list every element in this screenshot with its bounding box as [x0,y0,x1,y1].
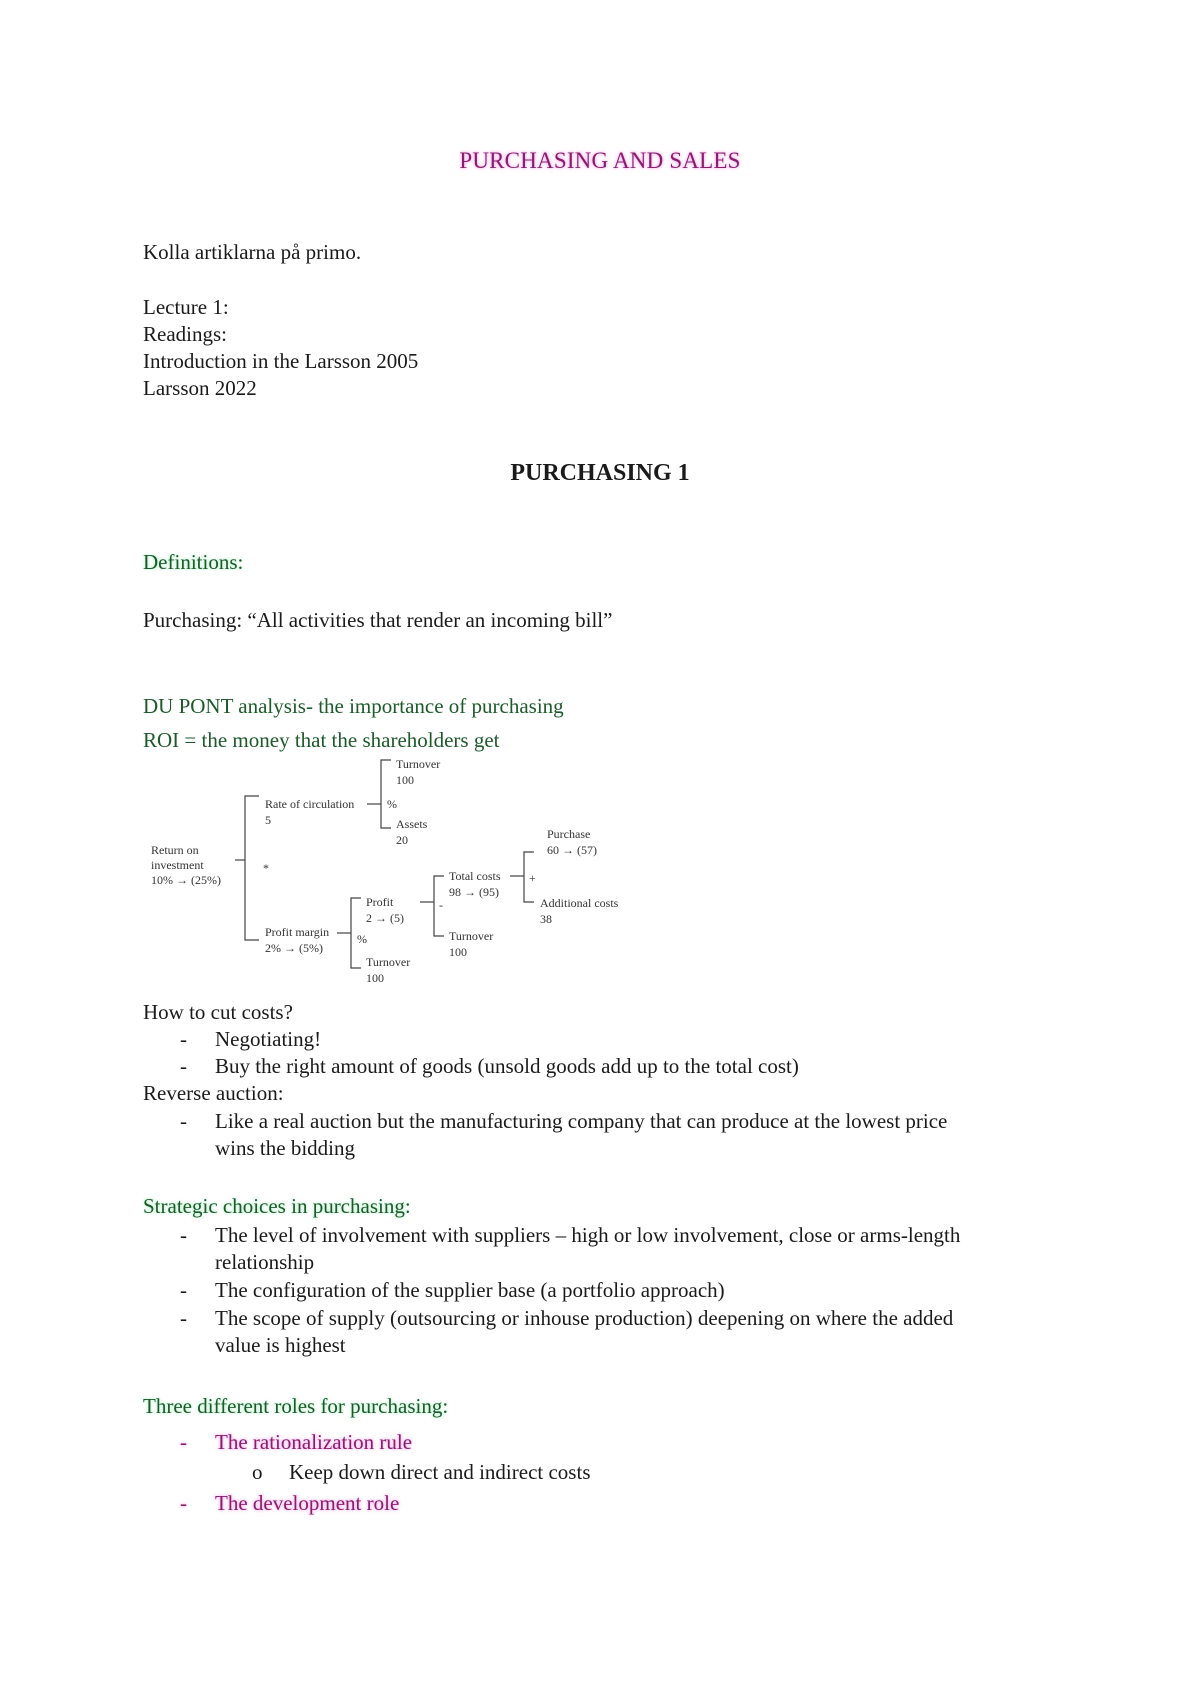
list-bullet: - [180,1027,187,1051]
list-bullet: - [180,1491,187,1515]
profit-value: 2 → (5) [366,911,404,925]
roi-label-2: investment [151,858,204,872]
list-bullet: - [180,1223,187,1247]
sub-bullet: o [252,1460,263,1484]
rate-label: Rate of circulation [265,797,355,811]
reading-item-2: Larsson 2022 [143,376,257,400]
turnover-1-label: Turnover [396,757,441,771]
section-heading: PURCHASING 1 [510,460,690,486]
roi-value: 10% → (25%) [151,873,221,887]
roles-heading: Three different roles for purchasing: [143,1394,449,1418]
margin-label: Profit margin [265,925,330,939]
list-bullet: - [180,1109,187,1133]
profit-label: Profit [366,895,394,909]
cut-costs-heading: How to cut costs? [143,1000,293,1024]
additional-costs-label: Additional costs [540,896,619,910]
sub-list-item: Keep down direct and indirect costs [289,1460,591,1484]
additional-costs-value: 38 [540,912,552,926]
list-item-continuation: value is highest [215,1333,346,1357]
assets-value: 20 [396,833,408,847]
list-item: Buy the right amount of goods (unsold goods add up to the total cost) [215,1054,799,1078]
list-bullet: - [180,1278,187,1302]
strategic-heading: Strategic choices in purchasing: [143,1194,411,1218]
turnover-3-label: Turnover [449,929,494,943]
rate-value: 5 [265,813,271,827]
list-item: The configuration of the supplier base (a portfolio approach) [215,1278,725,1302]
percent-sign-2: % [357,932,367,946]
total-costs-value: 98 → (95) [449,885,499,899]
document-title: PURCHASING AND SALES [459,148,741,173]
list-item: The level of involvement with suppliers – high or low involvement, close or arms-length [215,1223,961,1247]
purchase-label: Purchase [547,827,591,841]
turnover-3-value: 100 [449,945,467,959]
roi-label-1: Return on [151,843,199,857]
list-item-continuation: relationship [215,1250,315,1274]
total-costs-label: Total costs [449,869,501,883]
list-item: Like a real auction but the manufacturing company that can produce at the lowest price [215,1109,948,1133]
list-bullet: - [180,1306,187,1330]
role-item: The development role [215,1491,400,1515]
purchasing-definition: Purchasing: “All activities that render an incoming bill” [143,608,613,632]
turnover-2-label: Turnover [366,955,411,969]
purchase-value: 60 → (57) [547,843,597,857]
definitions-heading: Definitions: [143,550,244,574]
roi-definition: ROI = the money that the shareholders get [143,728,500,752]
dupont-diagram [145,748,685,998]
margin-value: 2% → (5%) [265,941,323,955]
assets-label: Assets [396,817,428,831]
multiply-sign: * [263,861,269,875]
list-bullet: - [180,1054,187,1078]
lecture-label: Lecture 1: [143,295,229,319]
plus-sign: + [529,871,536,885]
reverse-auction-heading: Reverse auction: [143,1081,284,1105]
list-item: The scope of supply (outsourcing or inhouse production) deepening on where the added [215,1306,954,1330]
list-item-continuation: wins the bidding [215,1136,355,1160]
intro-line: Kolla artiklarna på primo. [143,240,362,264]
readings-label: Readings: [143,322,227,346]
list-item: Negotiating! [215,1027,322,1051]
role-item: The rationalization rule [215,1430,413,1454]
main-bracket [245,796,259,940]
rate-bracket [381,760,391,828]
dupont-heading: DU PONT analysis- the importance of purchasing [143,694,564,718]
reading-item-1: Introduction in the Larsson 2005 [143,349,419,373]
percent-sign-1: % [387,797,397,811]
turnover-1-value: 100 [396,773,414,787]
minus-sign: - [439,898,443,912]
list-bullet: - [180,1430,187,1454]
turnover-2-value: 100 [366,971,384,985]
